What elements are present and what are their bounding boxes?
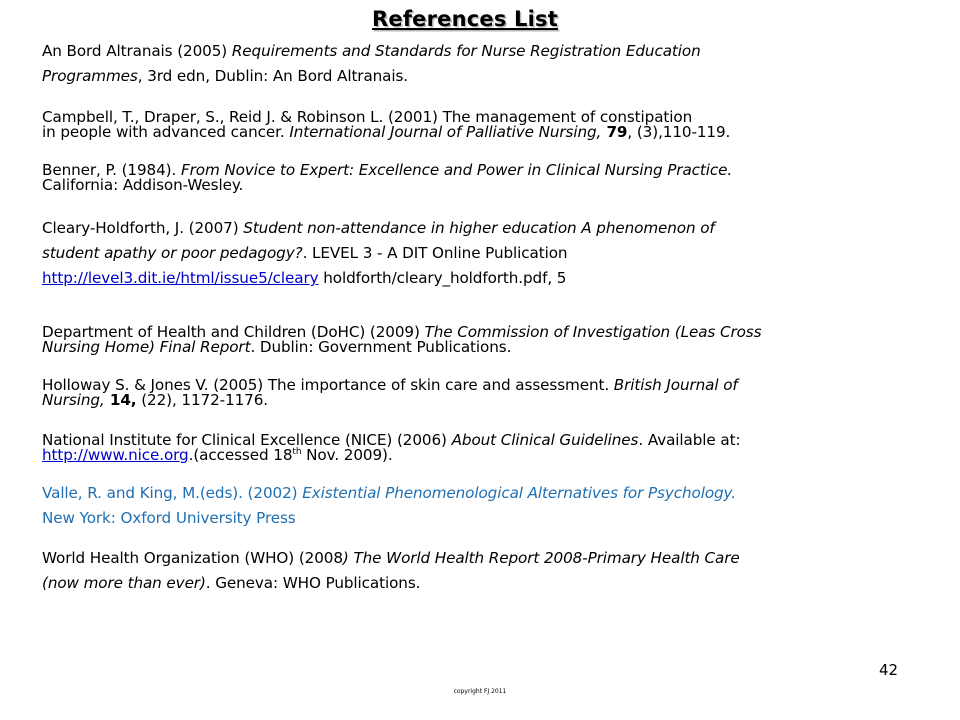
ref-text: . Available at: (638, 431, 741, 449)
reference-line (42, 393, 922, 408)
ref-text: World Health Organization (WHO) (2008 (42, 549, 343, 567)
reference-line (42, 64, 922, 89)
ref-text: Valle, R. and King, M.(eds). (2002) (42, 484, 303, 502)
reference-line (42, 571, 922, 596)
ref-title: (now more than ever) (42, 574, 206, 592)
reference-line (42, 448, 922, 463)
ref-text: .(accessed 18 (188, 446, 293, 464)
reference-holloway (42, 378, 922, 408)
ref-text: Holloway S. & Jones V. (2005) The importance of skin care and assessment. (42, 376, 614, 394)
reference-line: California: Addison-Wesley. (42, 176, 244, 194)
reference-line (42, 546, 922, 571)
reference-line (42, 125, 922, 140)
reference-cleary-holdforth (42, 216, 922, 291)
ref-text: Cleary-Holdforth, J. (2007) (42, 219, 244, 237)
ref-title: About Clinical Guidelines (451, 431, 639, 449)
ref-text: Department of Health and Children (DoHC) (2009) (42, 323, 425, 341)
ref-title: Existential Phenomenological Alternatives for Psychology. (302, 484, 736, 502)
ordinal-suffix: th (292, 446, 302, 457)
ref-journal: British Journal of (613, 376, 738, 394)
ref-volume: 79 (601, 123, 628, 141)
ref-title: From Novice to Expert: Excellence and Power in Clinical Nursing Practice. (180, 161, 733, 179)
reference-dohc (42, 325, 922, 355)
ref-text: . Dublin: Government Publications. (250, 338, 512, 356)
ref-text: Benner, P. (1984). (42, 161, 181, 179)
reference-line (42, 340, 922, 355)
reference-who (42, 546, 922, 596)
reference-line: Campbell, T., Draper, S., Reid J. & Robinson L. (2001) The management of constipation (42, 108, 693, 126)
ref-title: Programmes (42, 67, 138, 85)
ref-text: National Institute for Clinical Excellence (NICE) (2006) (42, 431, 452, 449)
reference-line (42, 241, 922, 266)
ref-text: in people with advanced cancer. (42, 123, 290, 141)
ref-title: ) The World Health Report 2008-Primary Health Care (342, 549, 740, 567)
reference-line (42, 266, 922, 291)
ref-journal: Nursing, (42, 391, 105, 409)
reference-line (42, 481, 922, 506)
ref-text: , 3rd edn, Dublin: An Bord Altranais. (137, 67, 409, 85)
ref-title: student apathy or poor pedagogy? (42, 244, 303, 262)
nice-link[interactable]: http://www.nice.org (42, 446, 189, 464)
ref-title: The Commission of Investigation (Leas Cross (424, 323, 762, 341)
ref-text: Nov. 2009). (301, 446, 393, 464)
ref-text: . Geneva: WHO Publications. (205, 574, 421, 592)
reference-benner (42, 163, 922, 193)
reference-valle (42, 481, 922, 531)
ref-text: , (3),110-119. (627, 123, 731, 141)
ref-title: Nursing Home) Final Report (42, 338, 251, 356)
cleary-link[interactable]: http://level3.dit.ie/html/issue5/cleary (42, 269, 319, 287)
reference-line: New York: Oxford University Press (42, 509, 296, 527)
ref-volume: 14, (104, 391, 137, 409)
ref-journal: International Journal of Palliative Nursing, (289, 123, 602, 141)
ref-title: Requirements and Standards for Nurse Registration Education (231, 42, 701, 60)
reference-an-bord-altranais (42, 39, 922, 89)
reference-campbell (42, 110, 922, 140)
ref-text: (22), 1172-1176. (136, 391, 269, 409)
copyright-notice: copyright FJ 2011 (453, 688, 507, 695)
ref-text: An Bord Altranais (2005) (42, 42, 232, 60)
page-number: 42 (879, 661, 899, 679)
ref-text: holdforth/cleary_holdforth.pdf, 5 (318, 269, 567, 287)
reference-line (42, 216, 922, 241)
reference-line (42, 39, 922, 64)
ref-text: . LEVEL 3 - A DIT Online Publication (302, 244, 568, 262)
page-title: References List (372, 7, 558, 31)
reference-nice (42, 433, 922, 463)
ref-title: Student non-attendance in higher education A phenomenon of (243, 219, 715, 237)
